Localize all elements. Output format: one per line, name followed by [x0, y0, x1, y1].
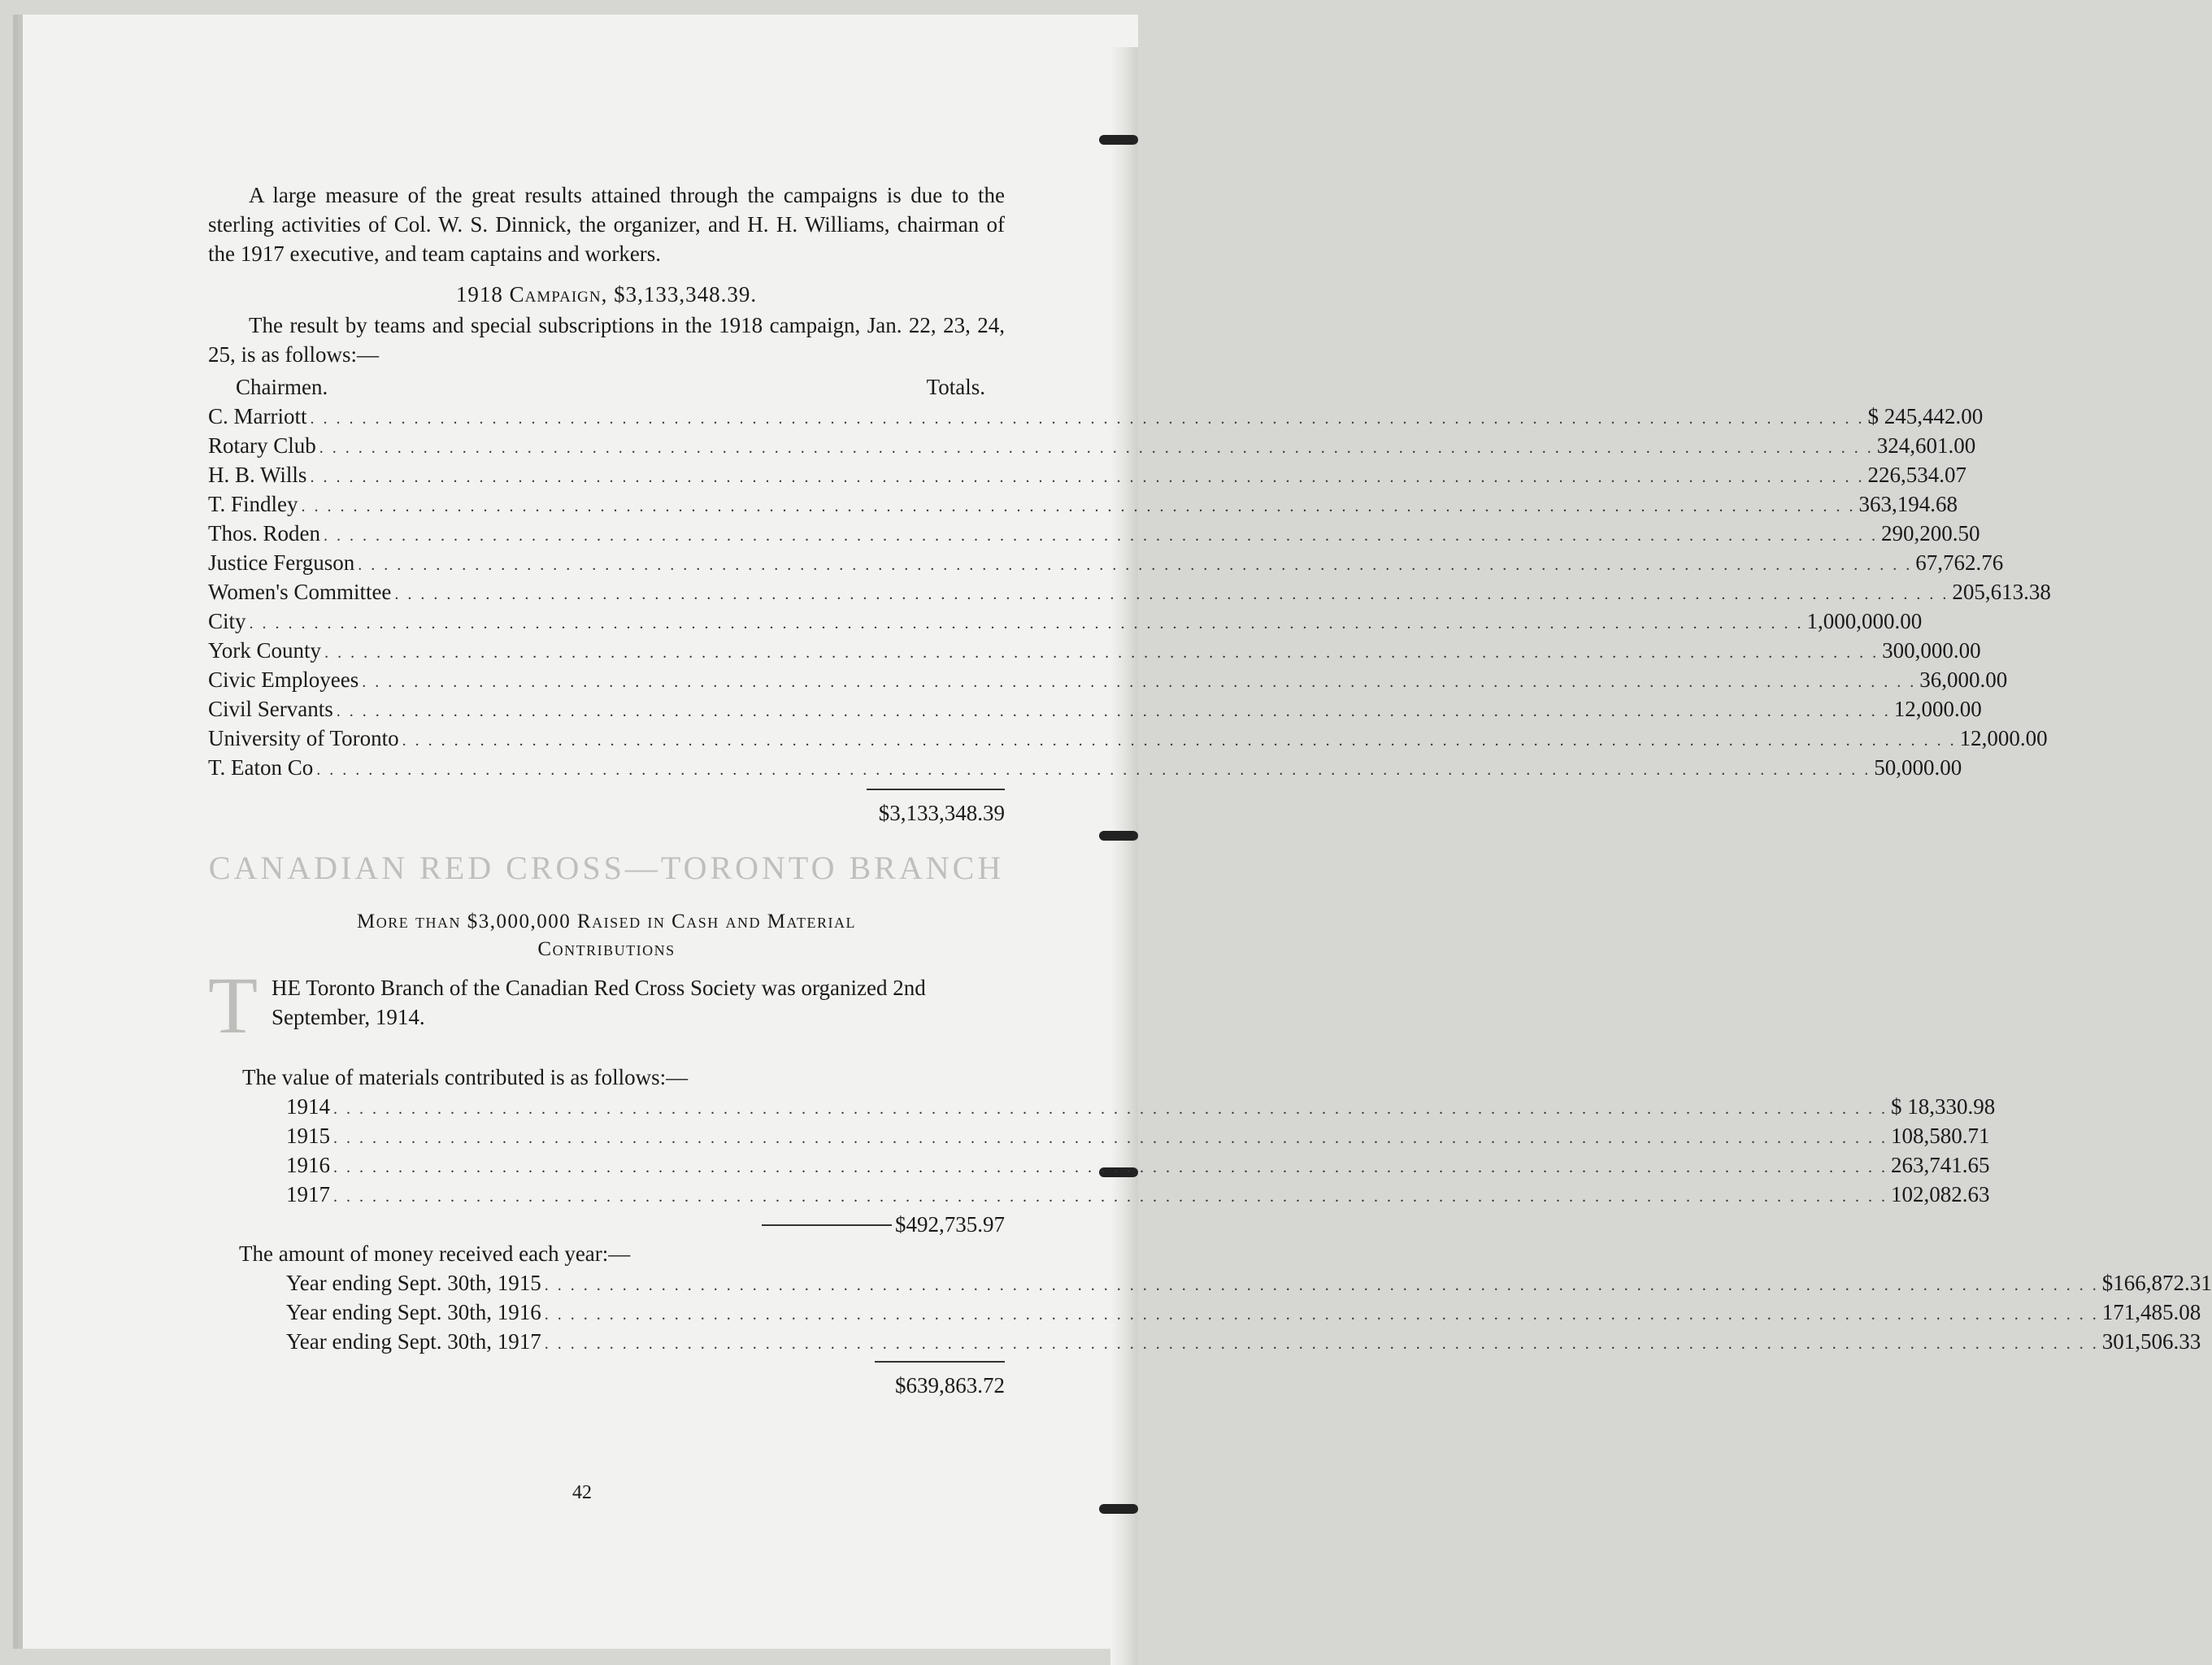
leader-dots: . . . . . . . . . . . . . . . . . . . . . . . . . . . . . . . . . . . . . . . . . . . . . . . . . . . . . . . . . . . . . . . . . . . . . . . . . . . . . . . . . . . . . . . . . . . . . . . . . . . . . . . . . . . . . . . . . . . . . . . . — [310, 410, 1865, 428]
campaign-intro: The result by teams and special subscriptions in the 1918 campaign, Jan. 22, 23, 24, 25, is as follows:— — [208, 313, 1005, 367]
section-intro-block — [208, 960, 1005, 1050]
table-row — [208, 431, 1976, 460]
table-row — [208, 460, 1966, 489]
row-label: C. Marriott — [208, 404, 307, 428]
page-binding — [1110, 47, 1138, 1665]
row-label: York County — [208, 638, 322, 663]
row-label: Year ending Sept. 30th, 1916 — [286, 1300, 541, 1324]
money-intro: The amount of money received each year:— — [239, 1241, 631, 1266]
leader-dots: . . . . . . . . . . . . . . . . . . . . . . . . . . . . . . . . . . . . . . . . . . . . . . . . . . . . . . . . . . . . . . . . . . . . . . . . . . . . . . . . . . . . . . . . . . . . . . . . . . . . . . . . . . . . . . . . . . . . . . . . — [358, 556, 1913, 574]
row-amount: 263,741.65 — [1891, 1153, 1990, 1177]
row-amount: 290,200.50 — [1881, 521, 1980, 546]
row-label: Rotary Club — [208, 433, 316, 458]
table-row — [286, 1121, 1990, 1150]
row-amount: 363,194.68 — [1858, 492, 1958, 516]
row-label: 1916 — [286, 1153, 330, 1177]
row-label: T. Eaton Co — [208, 755, 314, 780]
leader-dots: . . . . . . . . . . . . . . . . . . . . . . . . . . . . . . . . . . . . . . . . . . . . . . . . . . . . . . . . . . . . . . . . . . . . . . . . . . . . . . . . . . . . . . . . . . . . . . . . . . . . . . . . . . . . . . . . . . . . . . . . — [324, 644, 1880, 662]
money-table — [286, 1268, 2212, 1356]
table-row — [208, 636, 1981, 665]
row-amount: 50,000.00 — [1874, 755, 1962, 780]
leader-dots: . . . . . . . . . . . . . . . . . . . . . . . . . . . . . . . . . . . . . . . . . . . . . . . . . . . . . . . . . . . . . . . . . . . . . . . . . . . . . . . . . . . . . . . . . . . . . . . . . . . . . . . . . . . . . . . . . . . . . . . . — [333, 1129, 1888, 1147]
section-intro: HE Toronto Branch of the Canadian Red Cross Society was organized 2nd September, 1914. — [272, 976, 926, 1029]
campaign-total: $3,133,348.39 — [878, 801, 1005, 825]
materials-table — [286, 1092, 1996, 1209]
row-label: City — [208, 609, 246, 633]
materials-total: $492,735.97 — [895, 1212, 1005, 1237]
table-row — [208, 665, 2008, 694]
row-amount: 301,506.33 — [2101, 1329, 2201, 1354]
leader-dots: . . . . . . . . . . . . . . . . . . . . . . . . . . . . . . . . . . . . . . . . . . . . . . . . . . . . . . . . . . . . . . . . . . . . . . . . . . . . . . . . . . . . . . . . . . . . . . . . . . . . . . . . . . . . . . . . . . . . . . . . — [333, 1159, 1888, 1176]
row-label: Year ending Sept. 30th, 1917 — [286, 1329, 541, 1354]
section-subhead: More than $3,000,000 Raised in Cash and Material — [356, 911, 857, 932]
table-row — [286, 1298, 2201, 1327]
leader-dots: . . . . . . . . . . . . . . . . . . . . . . . . . . . . . . . . . . . . . . . . . . . . . . . . . . . . . . . . . . . . . . . . . . . . . . . . . . . . . . . . . . . . . . . . . . . . . . . . . . . . . . . . . . . . . . . . . . . . . . . . — [544, 1335, 2099, 1353]
row-amount: 300,000.00 — [1882, 638, 1981, 663]
chairmen-header: Chairmen. — [236, 375, 328, 399]
table-row — [286, 1092, 1996, 1121]
leader-dots: . . . . . . . . . . . . . . . . . . . . . . . . . . . . . . . . . . . . . . . . . . . . . . . . . . . . . . . . . . . . . . . . . . . . . . . . . . . . . . . . . . . . . . . . . . . . . . . . . . . . . . . . . . . . . . . . . . . . . . . . — [249, 615, 1804, 633]
total-rule — [867, 789, 1005, 790]
leader-dots: . . . . . . . . . . . . . . . . . . . . . . . . . . . . . . . . . . . . . . . . . . . . . . . . . . . . . . . . . . . . . . . . . . . . . . . . . . . . . . . . . . . . . . . . . . . . . . . . . . . . . . . . . . . . . . . . . . . . . . . . — [324, 527, 1878, 545]
table-row — [208, 753, 1962, 782]
table-row — [286, 1327, 2201, 1356]
row-label: Civic Employees — [208, 667, 359, 692]
row-label: 1917 — [286, 1182, 330, 1206]
leader-dots: . . . . . . . . . . . . . . . . . . . . . . . . . . . . . . . . . . . . . . . . . . . . . . . . . . . . . . . . . . . . . . . . . . . . . . . . . . . . . . . . . . . . . . . . . . . . . . . . . . . . . . . . . . . . . . . . . . . . . . . . — [310, 468, 1865, 486]
table-row — [208, 724, 2048, 753]
row-amount: 12,000.00 — [1893, 697, 1982, 721]
leader-dots: . . . . . . . . . . . . . . . . . . . . . . . . . . . . . . . . . . . . . . . . . . . . . . . . . . . . . . . . . . . . . . . . . . . . . . . . . . . . . . . . . . . . . . . . . . . . . . . . . . . . . . . . . . . . . . . . . . . . . . . . — [333, 1100, 1888, 1118]
leader-dots: . . . . . . . . . . . . . . . . . . . . . . . . . . . . . . . . . . . . . . . . . . . . . . . . . . . . . . . . . . . . . . . . . . . . . . . . . . . . . . . . . . . . . . . . . . . . . . . . . . . . . . . . . . . . . . . . . . . . . . . . — [336, 702, 1891, 720]
leader-dots: . . . . . . . . . . . . . . . . . . . . . . . . . . . . . . . . . . . . . . . . . . . . . . . . . . . . . . . . . . . . . . . . . . . . . . . . . . . . . . . . . . . . . . . . . . . . . . . . . . . . . . . . . . . . . . . . . . . . . . . . — [301, 498, 1856, 515]
table-row — [208, 402, 1984, 431]
leader-dots: . . . . . . . . . . . . . . . . . . . . . . . . . . . . . . . . . . . . . . . . . . . . . . . . . . . . . . . . . . . . . . . . . . . . . . . . . . . . . . . . . . . . . . . . . . . . . . . . . . . . . . . . . . . . . . . . . . . . . . . . — [394, 585, 1949, 603]
section-title: CANADIAN RED CROSS—TORONTO BRANCH — [208, 850, 1005, 886]
row-amount: 205,613.38 — [1952, 580, 2051, 604]
intro-paragraph: A large measure of the great results attained through the campaigns is due to the sterling activities of Col. W. S. Dinnick, the organizer, and H. H. Williams, chairman of the 1917 executive, and team captains and workers. — [208, 183, 1005, 266]
row-amount: $166,872.31 — [2101, 1271, 2212, 1295]
drop-cap: T — [208, 960, 259, 1050]
table-row — [208, 519, 1980, 548]
row-label: Thos. Roden — [208, 521, 320, 546]
table-header — [208, 372, 1005, 402]
row-label: Women's Committee — [208, 580, 392, 604]
table-row — [286, 1268, 2212, 1298]
leader-dots: . . . . . . . . . . . . . . . . . . . . . . . . . . . . . . . . . . . . . . . . . . . . . . . . . . . . . . . . . . . . . . . . . . . . . . . . . . . . . . . . . . . . . . . . . . . . . . . . . . . . . . . . . . . . . . . . . . . . . . . . — [544, 1276, 2099, 1294]
materials-rule — [762, 1224, 892, 1226]
page-number: 42 — [572, 1482, 592, 1503]
table-row — [208, 548, 2004, 577]
row-amount: 108,580.71 — [1891, 1124, 1990, 1148]
table-row — [208, 606, 1923, 636]
row-amount: 226,534.07 — [1867, 463, 1966, 487]
row-amount: 67,762.76 — [1915, 550, 2004, 575]
section-subhead-cont: Contributions — [537, 938, 676, 960]
campaign-table — [208, 402, 2051, 782]
row-label: H. B. Wills — [208, 463, 307, 487]
campaign-heading: 1918 Campaign, $3,133,348.39. — [455, 282, 758, 306]
money-total: $639,863.72 — [895, 1373, 1005, 1398]
row-amount: $ 245,442.00 — [1867, 404, 1984, 428]
row-amount: 36,000.00 — [1919, 667, 2008, 692]
table-row — [286, 1180, 1990, 1209]
leader-dots: . . . . . . . . . . . . . . . . . . . . . . . . . . . . . . . . . . . . . . . . . . . . . . . . . . . . . . . . . . . . . . . . . . . . . . . . . . . . . . . . . . . . . . . . . . . . . . . . . . . . . . . . . . . . . . . . . . . . . . . . — [316, 761, 1871, 779]
row-amount: 171,485.08 — [2101, 1300, 2201, 1324]
leader-dots: . . . . . . . . . . . . . . . . . . . . . . . . . . . . . . . . . . . . . . . . . . . . . . . . . . . . . . . . . . . . . . . . . . . . . . . . . . . . . . . . . . . . . . . . . . . . . . . . . . . . . . . . . . . . . . . . . . . . . . . . — [333, 1188, 1888, 1206]
table-row — [286, 1150, 1990, 1180]
row-amount: 12,000.00 — [1959, 726, 2048, 750]
totals-header: Totals. — [926, 375, 985, 399]
row-label: Year ending Sept. 30th, 1915 — [286, 1271, 541, 1295]
row-amount: 1,000,000.00 — [1806, 609, 1923, 633]
binding-stitch — [1099, 1504, 1138, 1514]
money-rule — [875, 1361, 1005, 1363]
binding-stitch — [1099, 135, 1138, 145]
page-content — [208, 180, 2212, 1400]
row-label: 1914 — [286, 1094, 330, 1119]
row-amount: $ 18,330.98 — [1891, 1094, 1996, 1119]
table-row — [208, 489, 1958, 519]
row-label: Justice Ferguson — [208, 550, 355, 575]
table-row — [208, 694, 1982, 724]
row-amount: 102,082.63 — [1891, 1182, 1990, 1206]
leader-dots: . . . . . . . . . . . . . . . . . . . . . . . . . . . . . . . . . . . . . . . . . . . . . . . . . . . . . . . . . . . . . . . . . . . . . . . . . . . . . . . . . . . . . . . . . . . . . . . . . . . . . . . . . . . . . . . . . . . . . . . . — [362, 673, 1917, 691]
row-label: University of Toronto — [208, 726, 399, 750]
leader-dots: . . . . . . . . . . . . . . . . . . . . . . . . . . . . . . . . . . . . . . . . . . . . . . . . . . . . . . . . . . . . . . . . . . . . . . . . . . . . . . . . . . . . . . . . . . . . . . . . . . . . . . . . . . . . . . . . . . . . . . . . — [319, 439, 1874, 457]
binding-stitch — [1099, 831, 1138, 841]
row-label: Civil Servants — [208, 697, 333, 721]
row-label: T. Findley — [208, 492, 298, 516]
table-row — [208, 577, 2051, 606]
materials-intro: The value of materials contributed is as follows:— — [242, 1065, 689, 1089]
leader-dots: . . . . . . . . . . . . . . . . . . . . . . . . . . . . . . . . . . . . . . . . . . . . . . . . . . . . . . . . . . . . . . . . . . . . . . . . . . . . . . . . . . . . . . . . . . . . . . . . . . . . . . . . . . . . . . . . . . . . . . . . — [544, 1306, 2099, 1324]
row-amount: 324,601.00 — [1876, 433, 1976, 458]
leader-dots: . . . . . . . . . . . . . . . . . . . . . . . . . . . . . . . . . . . . . . . . . . . . . . . . . . . . . . . . . . . . . . . . . . . . . . . . . . . . . . . . . . . . . . . . . . . . . . . . . . . . . . . . . . . . . . . . . . . . . . . . — [402, 732, 1957, 750]
row-label: 1915 — [286, 1124, 330, 1148]
